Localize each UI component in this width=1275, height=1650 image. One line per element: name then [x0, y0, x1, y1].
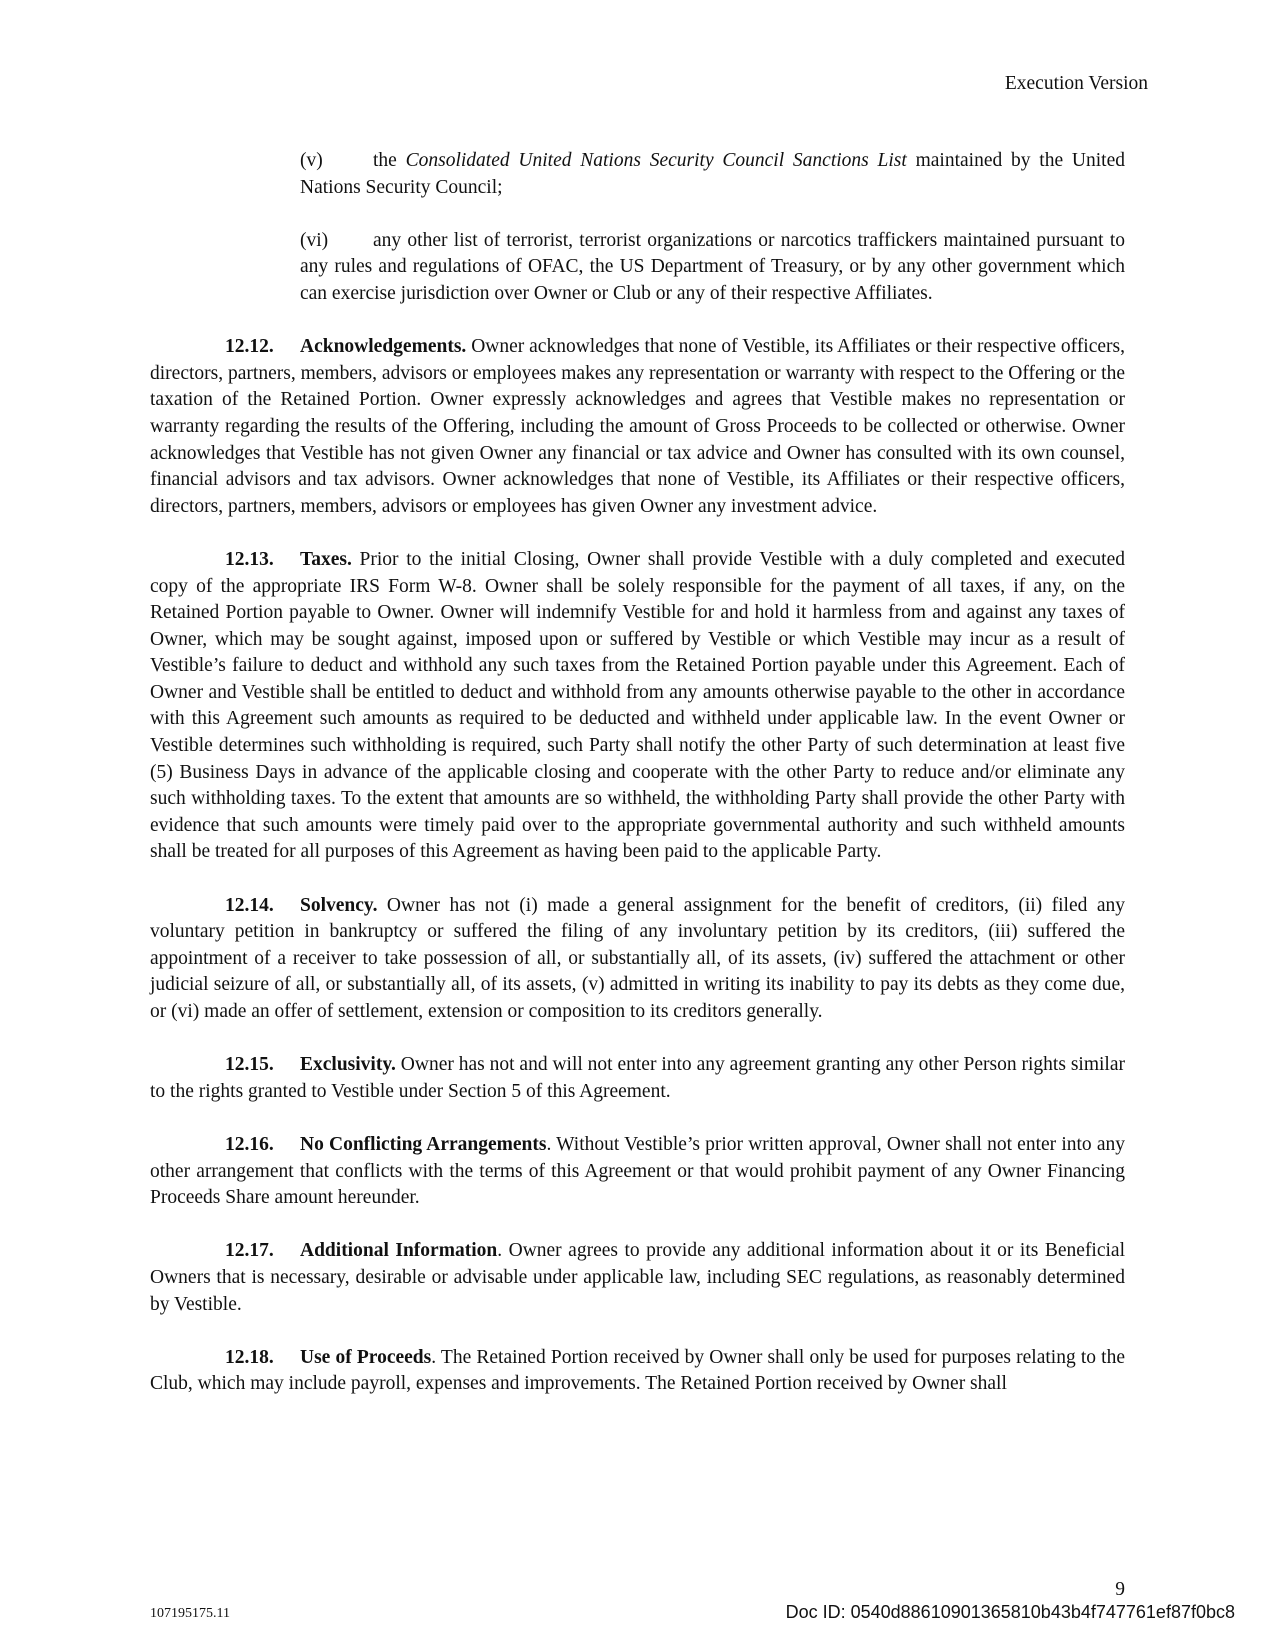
- section-title: Use of Proceeds: [300, 1346, 432, 1368]
- section-12-13-taxes: [150, 547, 1125, 866]
- execution-version-label: Execution Version: [1004, 73, 1148, 94]
- sublist-item-text-suffix: maintained by the United Nations Security Council;: [300, 150, 1125, 198]
- sublist-item-number: (vi): [300, 229, 329, 251]
- section-12-17-additional-information: [150, 1238, 1125, 1318]
- section-number: 12.15.: [225, 1054, 274, 1076]
- page-number: 9: [1115, 1579, 1125, 1600]
- section-text: . Owner agrees to provide any additional information about it or its Beneficial Owners that is necessary, desirable or advisable under applicable law, including SEC regulations, as reasonably determined by Vestible.: [150, 1240, 1125, 1315]
- section-12-18-use-of-proceeds: [150, 1345, 1125, 1398]
- section-12-15-exclusivity: [150, 1052, 1125, 1105]
- sublist-item-vi: [300, 228, 1125, 308]
- sublist-item-text-prefix: the: [373, 150, 406, 171]
- section-12-12-acknowledgements: [150, 334, 1125, 520]
- section-number: 12.14.: [225, 894, 274, 916]
- sanctions-list-title: Consolidated United Nations Security Council Sanctions List: [405, 150, 907, 171]
- document-reference-number: 107195175.11: [150, 1606, 230, 1621]
- section-text: Owner has not (i) made a general assignment for the benefit of creditors, (ii) filed any voluntary petition in bankruptcy or suffered the filing of any involuntary petition by its creditors, (iii) suffered the appointment of a receiver to take possession of all, or substantially all, of its assets, (iv) suffered the attachment or other judicial seizure of all, or substantially all, of its assets, (v) admitted in writing its inability to pay its debts as they come due, or (vi) made an offer of settlement, extension or composition to its creditors generally.: [150, 894, 1125, 1022]
- sublist-item-text: any other list of terrorist, terrorist organizations or narcotics traffickers maintained pursuant to any rules and regulations of OFAC, the US Department of Treasury, or by any other government which can exercise jurisdiction over Owner or Club or any of their respective Affiliates.: [300, 229, 1125, 304]
- section-title: Acknowledgements.: [300, 336, 467, 358]
- doc-id-stamp: Doc ID: 0540d88610901365810b43b4f747761ef87f0bc8: [785, 1602, 1235, 1622]
- section-12-16-no-conflicting-arrangements: [150, 1132, 1125, 1212]
- section-title: Exclusivity.: [300, 1054, 396, 1076]
- section-number: 12.18.: [225, 1346, 274, 1368]
- section-title: Solvency.: [300, 894, 378, 916]
- section-12-14-solvency: [150, 893, 1125, 1026]
- section-text: . Without Vestible’s prior written approval, Owner shall not enter into any other arrangement that conflicts with the terms of this Agreement or that would prohibit payment of any Owner Financing Proceeds Share amount hereunder.: [150, 1133, 1125, 1209]
- section-title: Taxes.: [300, 548, 352, 570]
- section-title: No Conflicting Arrangements: [300, 1133, 547, 1155]
- sublist-item-number: (v): [300, 150, 323, 171]
- section-number: 12.12.: [225, 336, 274, 358]
- section-text: Owner acknowledges that none of Vestible, its Affiliates or their respective officers, directors, partners, members, advisors or employees makes any representation or warranty with respect to the Offering or the taxation of the Retained Portion. Owner expressly acknowledges and agrees that Vestible makes no representation or warranty regarding the results of the Offering, including the amount of Gross Proceeds to be collected or otherwise. Owner acknowledges that Vestible has not given Owner any financial or tax advice and Owner has consulted with its own counsel, financial advisors and tax advisors. Owner acknowledges that none of Vestible, its Affiliates or their respective officers, directors, partners, members, advisors or employees has given Owner any investment advice.: [150, 336, 1125, 517]
- section-number: 12.17.: [225, 1240, 274, 1262]
- document-body: [150, 148, 1125, 1425]
- section-text: Prior to the initial Closing, Owner shall provide Vestible with a duly completed and executed copy of the appropriate IRS Form W-8. Owner shall be solely responsible for the payment of all taxes, if any, on the Retained Portion payable to Owner. Owner will indemnify Vestible for and hold it harmless from and against any taxes of Owner, which may be sought against, imposed upon or suffered by Vestible or which Vestible may incur as a result of Vestible’s failure to deduct and withhold any such taxes from the Retained Portion payable under this Agreement. Each of Owner and Vestible shall be entitled to deduct and withhold from any amounts otherwise payable to the other in accordance with this Agreement such amounts as required to be deducted and withheld under applicable law. In the event Owner or Vestible determines such withholding is required, such Party shall notify the other Party of such determination at least five (5) Business Days in advance of the applicable closing and cooperate with the other Party to reduce and/or eliminate any such withholding taxes. To the extent that amounts are so withheld, the withholding Party shall provide the other Party with evidence that such amounts were timely paid over to the appropriate governmental authority and such withheld amounts shall be treated for all purposes of this Agreement as having been paid to the applicable Party.: [150, 548, 1125, 863]
- section-title: Additional Information: [300, 1240, 498, 1262]
- section-text: Owner has not and will not enter into any agreement granting any other Person rights similar to the rights granted to Vestible under Section 5 of this Agreement.: [150, 1054, 1125, 1102]
- section-number: 12.13.: [225, 548, 274, 570]
- section-number: 12.16.: [225, 1133, 274, 1155]
- sublist-item-v: [300, 148, 1125, 201]
- section-text: . The Retained Portion received by Owner shall only be used for purposes relating to the Club, which may include payroll, expenses and improvements. The Retained Portion received by Owner shall: [150, 1346, 1126, 1395]
